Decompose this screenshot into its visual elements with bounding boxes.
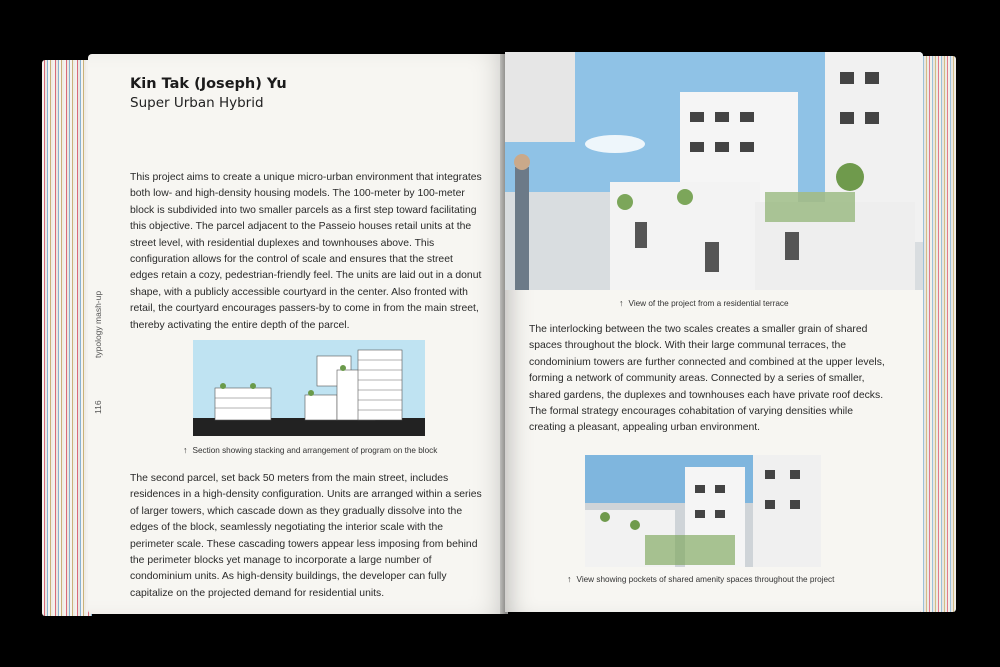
amenity-rendering bbox=[585, 455, 821, 567]
project-title: Super Urban Hybrid bbox=[130, 95, 264, 111]
caption-text: View of the project from a residential terrace bbox=[628, 299, 789, 308]
up-arrow-icon: ↑ bbox=[183, 445, 188, 455]
author-name: Kin Tak (Joseph) Yu bbox=[130, 76, 287, 92]
section-drawing bbox=[193, 340, 425, 436]
terrace-figure-caption bbox=[619, 298, 789, 308]
right-page bbox=[505, 52, 923, 612]
up-arrow-icon: ↑ bbox=[567, 574, 572, 584]
terrace-rendering bbox=[505, 52, 923, 290]
caption-text: View showing pockets of shared amenity spaces throughout the project bbox=[576, 575, 835, 584]
body-paragraph-3: The interlocking between the two scales creates a smaller grain of shared spaces throughout the block. With their large communal terraces, the condominium towers are further connected and combined at the upper levels, forming a network of community areas. Connected by a series of smaller, shared gardens, the duplexes and townhouses each have private roof decks. The formal strategy encourages cohabitation of varying densities while creating a pleasant, appealing urban environment. bbox=[529, 324, 885, 434]
page-edges-left bbox=[42, 60, 92, 616]
folio-number: 116 bbox=[93, 400, 103, 414]
running-head bbox=[93, 290, 113, 434]
body-paragraph-2: The second parcel, set back 50 meters from the main street, includes residences in a high-density configuration. Units are arranged within a series of larger towers, which cascade down as they gradually dissolve into the edges of the block, seamlessly negotiating the interior scale with the perimeter scale. These cascading towers appear less imposing from behind the perimeter blocks yet manage to incorporate a large number of condominium units. As high-density buildings, the developer can fully capitalize on the projected demand for residential units. bbox=[130, 473, 482, 599]
page-edges-right bbox=[918, 56, 956, 612]
amenity-figure-caption bbox=[567, 574, 834, 584]
left-page bbox=[88, 54, 508, 614]
section-name: typology mash-up bbox=[93, 290, 103, 358]
up-arrow-icon: ↑ bbox=[619, 298, 624, 308]
section-figure-caption bbox=[183, 445, 437, 455]
body-paragraph-1: This project aims to create a unique micro-urban environment that integrates both low- and high-density housing models. The 100-meter by 100-meter block is subdivided into two smaller parcels as a first step toward facilitating this objective. The parcel adjacent to the Passeio houses retail units at the street level, with residential duplexes and townhouses above. This configuration allows for the control of scale and ensures that the street edges retain a cozy, pedestrian-friendly feel. The units are laid out in a donut shape, with a publicly accessible courtyard in the center. Also fronted with retail, the courtyard encourages passers-by to come in from the main street, thereby activating the entire depth of the parcel. bbox=[130, 172, 482, 331]
caption-text: Section showing stacking and arrangement of program on the block bbox=[192, 446, 438, 455]
